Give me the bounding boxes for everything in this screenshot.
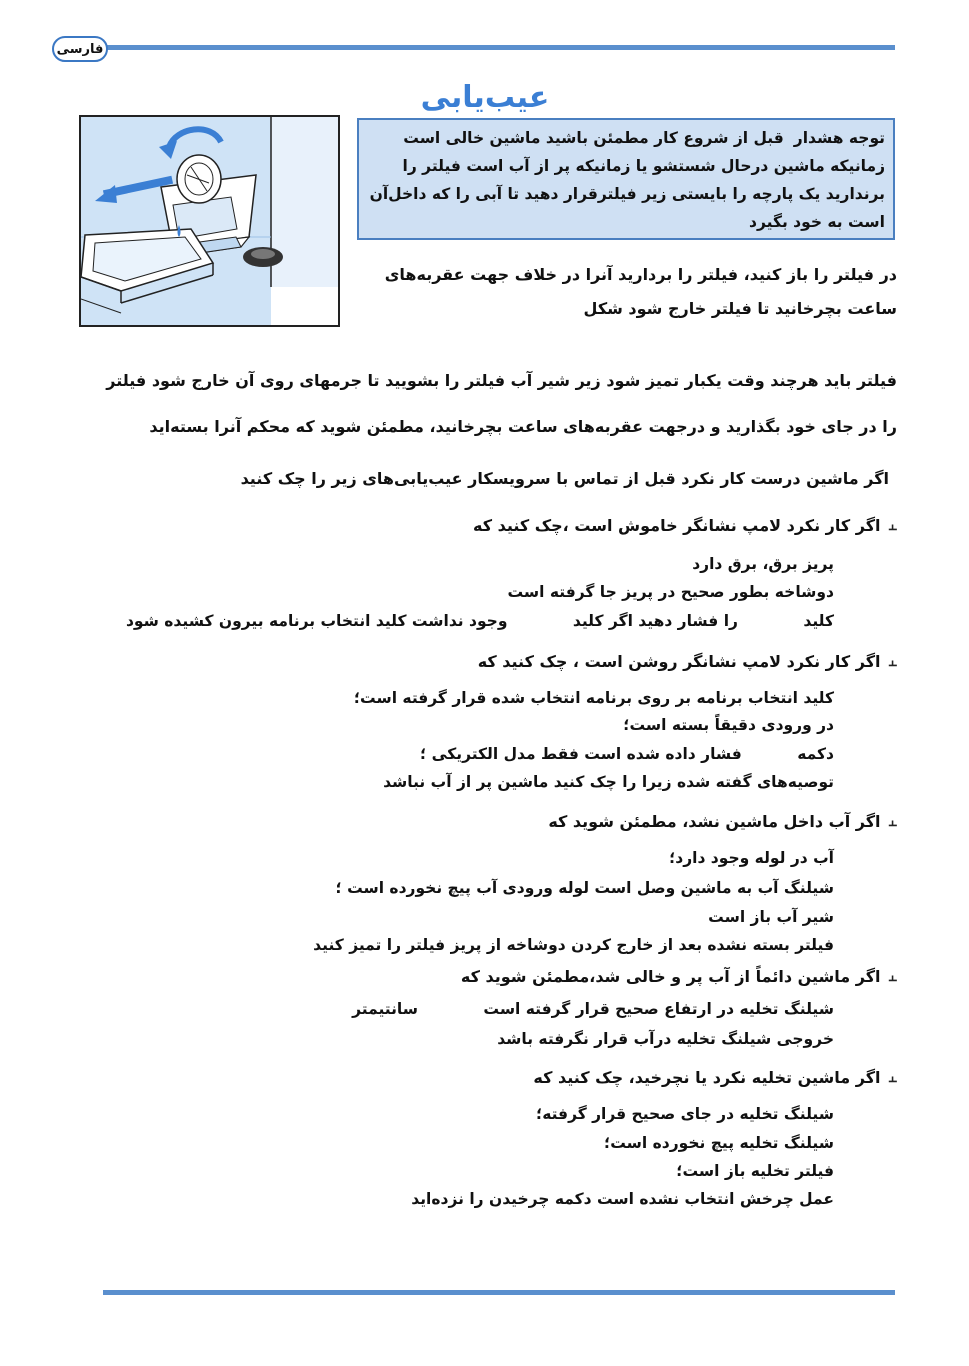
top-rule bbox=[100, 45, 895, 50]
triangle-arrow-icon: ⫠ bbox=[888, 814, 897, 830]
section-2-item-3-part-1: دکمه bbox=[797, 745, 834, 763]
section-1-item-2: دوشاخه بطور صحیح در پریز جا گرفته است bbox=[507, 583, 834, 601]
section-3-item-4: فیلتر بسته نشده بعد از خارج کردن دوشاخه از پریز فیلتر را تمیز کنید bbox=[313, 936, 834, 954]
section-5-item-2: شیلنگ تخلیه پیچ نخورده است؛ bbox=[604, 1134, 834, 1152]
warning-lead: توجه هشدار bbox=[793, 129, 885, 147]
section-2-item-2: در ورودی دقیقاً بسته است؛ bbox=[623, 716, 834, 734]
section-2-heading bbox=[337, 650, 897, 674]
section-1-item-3-part-2: را فشار دهید اگر کلید bbox=[572, 612, 738, 630]
section-5-title: اگر ماشین تخلیه نکرد یا نچرخید، چک کنید که bbox=[533, 1068, 881, 1087]
warning-text: قبل از شروع کار مطمئن باشید ماشین خالی است زمانیکه ماشین درحال شستشو یا زمانیکه پر از آب است فیلتر را برندارید یک پارچه را بایستی زیر فیلترقرار دهید تا آبی را که داخل‌آن است به خود بگیرد bbox=[369, 129, 885, 231]
section-3-heading bbox=[337, 810, 897, 834]
section-3-item-1: آب در لوله وجود دارد؛ bbox=[669, 849, 834, 867]
section-4-item-2: خروجی شیلنگ تخلیه درآب قرار نگرفته باشد bbox=[497, 1030, 834, 1048]
section-3-item-3: شیر آب باز است bbox=[708, 908, 834, 926]
section-4-item-1-part-1: شیلنگ تخلیه در ارتفاع صحیح قرار گرفته است bbox=[483, 1000, 834, 1018]
filter-open-paragraph: در فیلتر را باز کنید، فیلتر را بردارید آنرا در خلاف جهت عقربه‌های ساعت بچرخانید تا فیلتر خارج شود شکل bbox=[384, 265, 897, 318]
filter-clean-line-2: را در جای خود بگذارید و درجهت عقربه‌های ساعت بچرخانید، مطمئن شوید که محکم آنرا بسته‌اید bbox=[149, 417, 897, 436]
warning-box bbox=[357, 118, 895, 240]
section-1-item-3 bbox=[125, 607, 834, 636]
section-2-item-3 bbox=[114, 740, 834, 769]
filter-illustration-svg bbox=[81, 117, 340, 327]
filter-clean-line-1: فیلتر باید هرچند وقت یکبار تمیز شود زیر شیر آب فیلتر را بشویید تا جرمهای روی آن خارج شود فیلتر bbox=[106, 371, 897, 390]
section-2-title: اگر کار نکرد لامپ نشانگر روشن است ، چک کنید که bbox=[477, 652, 881, 671]
triangle-arrow-icon: ⫠ bbox=[888, 654, 897, 670]
section-2-item-1: کلید انتخاب برنامه بر روی برنامه انتخاب شده قرار گرفته است؛ bbox=[353, 689, 834, 707]
machine-side bbox=[271, 117, 340, 287]
triangle-arrow-icon: ⫠ bbox=[888, 518, 897, 534]
page-title: عیب‌یابی bbox=[420, 80, 550, 115]
section-3-item-2: شیلنگ آب به ماشین وصل است لوله ورودی آب پیچ نخورده است ؛ bbox=[335, 879, 834, 897]
filter-clean-paragraph bbox=[67, 358, 897, 450]
section-4-item-1 bbox=[114, 995, 834, 1024]
troubleshoot-intro: اگر ماشین درست کار نکرد قبل از تماس با سرویسکار عیب‌یابی‌های زیر را چک کنید bbox=[240, 469, 889, 488]
section-5-heading bbox=[337, 1066, 897, 1090]
section-1-item-3-part-3: وجود نداشت کلید انتخاب برنامه بیرون کشیده شود bbox=[125, 612, 508, 630]
section-1-item-3-part-1: کلید bbox=[803, 612, 834, 630]
section-5-item-3: فیلتر تخلیه باز است؛ bbox=[676, 1162, 834, 1180]
section-2-item-4: توصیه‌های گفته شده زیرا را چک کنید ماشین پر از آب نباشد bbox=[383, 773, 834, 791]
section-5-item-4: عمل چرخش انتخاب نشده است دکمه چرخیدن را نزده‌اید bbox=[411, 1190, 834, 1208]
section-5-item-1: شیلنگ تخلیه در جای صحیح قرار گرفته؛ bbox=[536, 1105, 834, 1123]
section-1-title: اگر کار نکرد لامپ نشانگر خاموش است ،چک کنید که bbox=[473, 516, 881, 535]
filter-removal-illustration bbox=[79, 115, 340, 327]
section-3-title: اگر آب داخل ماشین نشد، مطمئن شوید که bbox=[548, 812, 881, 831]
section-4-title: اگر ماشین دائماً از آب پر و خالی شد،مطمئن شوید که bbox=[460, 967, 881, 986]
section-4-heading bbox=[337, 965, 897, 989]
section-4-item-1-part-2: سانتیمتر bbox=[352, 1000, 418, 1018]
section-1-item-1: پریز برق، برق دارد bbox=[692, 555, 834, 573]
section-2-item-3-part-2: فشار داده شده است فقط مدل الکتریکی ؛ bbox=[419, 745, 742, 763]
language-badge: فارسی bbox=[52, 36, 108, 62]
triangle-arrow-icon: ⫠ bbox=[888, 1070, 897, 1086]
bottom-rule bbox=[103, 1290, 895, 1295]
triangle-arrow-icon: ⫠ bbox=[888, 969, 897, 985]
section-1-heading bbox=[337, 514, 897, 538]
